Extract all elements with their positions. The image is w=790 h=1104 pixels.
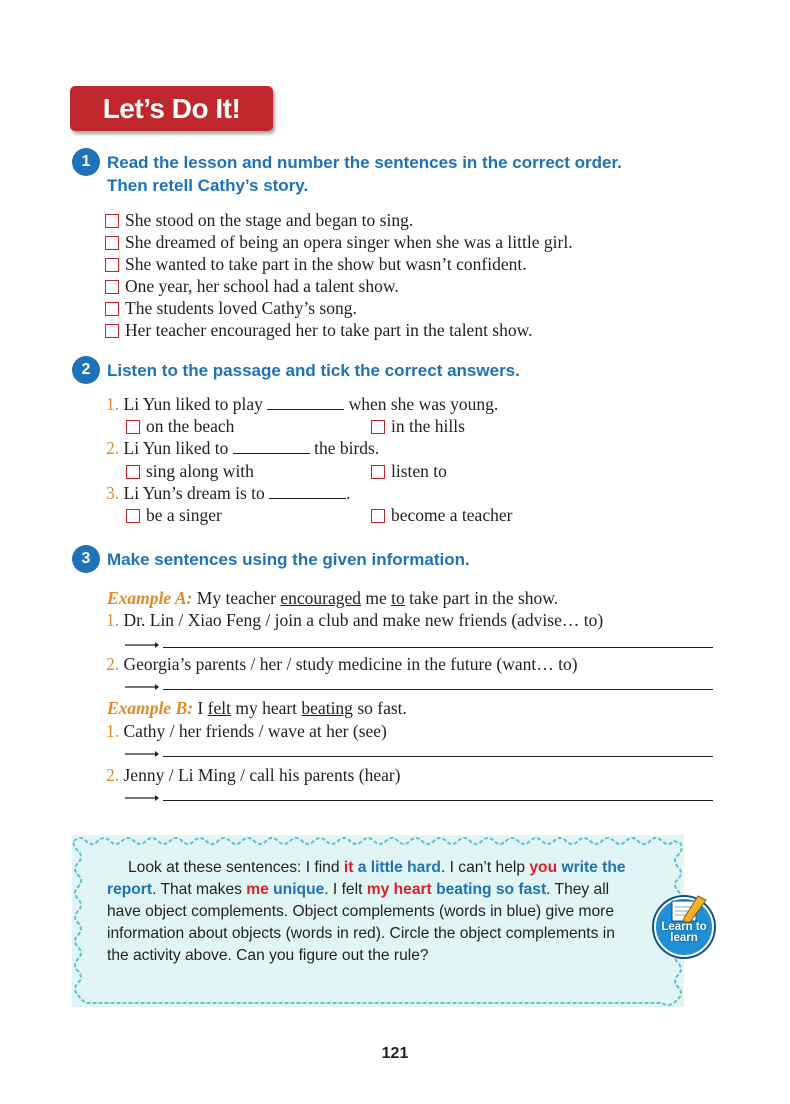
section-1-heading-line1: Read the lesson and number the sentences in the correct order. — [107, 153, 622, 172]
answer-blank — [269, 484, 346, 499]
prompt-text: Dr. Lin / Xiao Feng / join a club and make new friends (advise… to) — [123, 610, 604, 630]
order-item — [105, 253, 527, 275]
example-underlined: encouraged — [280, 588, 361, 608]
prompt-text: Georgia’s parents / her / study medicine in the future (want… to) — [123, 654, 578, 674]
number-box[interactable] — [105, 324, 119, 338]
example-underlined: felt — [207, 698, 231, 718]
example-label: Example A: — [107, 588, 193, 608]
lets-do-it-banner: Let’s Do It! — [70, 86, 273, 131]
number-box[interactable] — [105, 214, 119, 228]
question-text: . — [346, 483, 351, 503]
order-item — [105, 231, 573, 253]
question-1 — [106, 393, 498, 415]
badge-text: Learn to learn — [661, 921, 707, 944]
number-box[interactable] — [105, 280, 119, 294]
section-3-heading: Make sentences using the given information. — [107, 550, 470, 569]
order-item — [105, 297, 357, 319]
order-item — [105, 209, 413, 231]
section-1-heading — [107, 151, 622, 197]
example-text: so fast. — [357, 698, 407, 718]
example-b — [107, 697, 407, 719]
arrow-icon — [125, 748, 159, 760]
tick-box[interactable] — [371, 420, 385, 434]
option-label: become a teacher — [391, 505, 513, 525]
example-text: my heart — [235, 698, 298, 718]
option-a[interactable] — [126, 415, 234, 437]
question-number: 1. — [106, 394, 120, 414]
order-sentence: She wanted to take part in the show but wasn’t confident. — [125, 254, 527, 274]
prompt-number: 1. — [106, 610, 120, 630]
question-2 — [106, 437, 379, 459]
prompt-number: 2. — [106, 654, 120, 674]
page-number: 121 — [381, 1045, 409, 1062]
section-2-heading: Listen to the passage and tick the correct answers. — [107, 361, 520, 380]
tick-box[interactable] — [126, 465, 140, 479]
tick-box[interactable] — [371, 509, 385, 523]
prompt-b1 — [106, 720, 387, 742]
example-text: me — [365, 588, 387, 608]
order-sentence: She stood on the stage and began to sing. — [125, 210, 414, 230]
option-label: sing along with — [146, 461, 254, 481]
number-box[interactable] — [105, 302, 119, 316]
arrow-icon — [125, 681, 159, 693]
example-underlined: beating — [301, 698, 353, 718]
answer-blank — [233, 439, 310, 454]
option-a[interactable] — [126, 460, 254, 482]
prompt-text: Jenny / Li Ming / call his parents (hear) — [123, 765, 401, 785]
order-item — [105, 275, 399, 297]
question-3 — [106, 482, 351, 504]
question-text: the birds. — [314, 438, 380, 458]
tick-box[interactable] — [126, 420, 140, 434]
prompt-number: 1. — [106, 721, 120, 741]
example-a — [107, 587, 558, 609]
option-label: listen to — [391, 461, 447, 481]
section-3-number: 3 — [72, 545, 100, 573]
arrow-icon — [125, 792, 159, 804]
prompt-a2 — [106, 653, 578, 675]
tick-box[interactable] — [126, 509, 140, 523]
question-text: Li Yun liked to play — [123, 394, 263, 414]
example-text: take part in the show. — [409, 588, 559, 608]
example-label: Example B: — [107, 698, 194, 718]
question-number: 2. — [106, 438, 120, 458]
option-b[interactable] — [371, 415, 465, 437]
tip-text: Look at these sentences: I find it a little hard. I can’t help you write the report. That makes me unique. I felt my heart beating so fast. They all have object complements. Object complements (words in blue) give more information about objects (words in red). Circle the object complements in the activity above. Can you figure out the rule? — [107, 859, 626, 964]
prompt-b2 — [106, 764, 401, 786]
example-underlined: to — [391, 588, 405, 608]
example-text: My teacher — [196, 588, 276, 608]
example-text: I — [197, 698, 204, 718]
order-item — [105, 319, 533, 341]
section-1-number: 1 — [72, 148, 100, 176]
option-label: in the hills — [391, 416, 465, 436]
question-text: Li Yun liked to — [123, 438, 229, 458]
question-number: 3. — [106, 483, 120, 503]
number-box[interactable] — [105, 236, 119, 250]
order-sentence: The students loved Cathy’s song. — [125, 298, 357, 318]
question-text: when she was young. — [348, 394, 499, 414]
number-box[interactable] — [105, 258, 119, 272]
section-1-heading-line2: Then retell Cathy’s story. — [107, 176, 309, 195]
option-b[interactable] — [371, 460, 447, 482]
prompt-a1 — [106, 609, 603, 631]
section-2-number: 2 — [72, 356, 100, 384]
order-sentence: She dreamed of being an opera singer when she was a little girl. — [125, 232, 573, 252]
order-sentence: One year, her school had a talent show. — [125, 276, 399, 296]
option-label: on the beach — [146, 416, 235, 436]
order-sentence: Her teacher encouraged her to take part in the talent show. — [125, 320, 533, 340]
tick-box[interactable] — [371, 465, 385, 479]
answer-blank — [267, 395, 344, 410]
option-a[interactable] — [126, 504, 222, 526]
prompt-text: Cathy / her friends / wave at her (see) — [123, 721, 387, 741]
question-text: Li Yun’s dream is to — [123, 483, 265, 503]
option-b[interactable] — [371, 504, 512, 526]
option-label: be a singer — [146, 505, 222, 525]
arrow-icon — [125, 639, 159, 651]
prompt-number: 2. — [106, 765, 120, 785]
